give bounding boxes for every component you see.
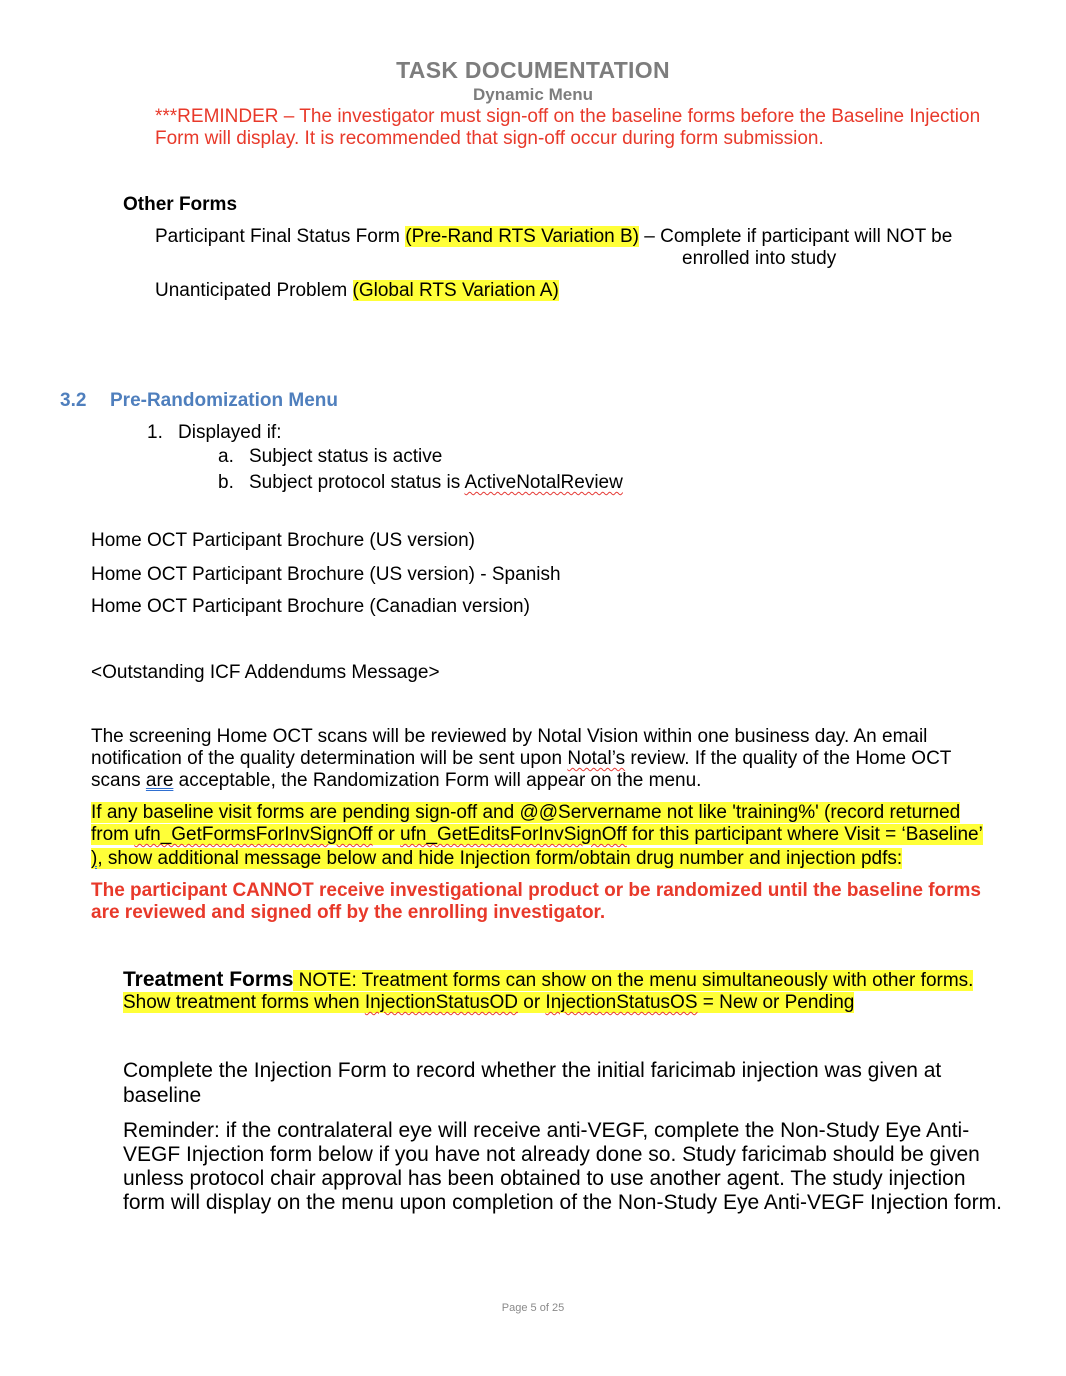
- brochure-us[interactable]: Home OCT Participant Brochure (US version): [91, 530, 475, 551]
- injection-line-1: Complete the Injection Form to record whether the initial faricimab injection was given at: [123, 1059, 942, 1082]
- treatment-note: Show treatment forms when: [123, 992, 365, 1013]
- are-word: are: [145, 770, 174, 791]
- reminder-paragraph-line-4: form will display on the menu upon completion of the Non-Study Eye Anti-VEGF Injection form.: [123, 1191, 1002, 1214]
- pending-line-3: [91, 848, 902, 870]
- page-subtitle: Dynamic Menu: [473, 85, 593, 104]
- closing-paren: ): [91, 848, 98, 869]
- scan-paragraph-line-2: [91, 748, 951, 770]
- injection-status-os: InjectionStatusOS: [545, 992, 698, 1013]
- warning-line-1: The participant CANNOT receive investigational product or be randomized until the baseline forms: [91, 880, 981, 901]
- scan-paragraph-line-3: [91, 770, 701, 792]
- warning-line-2: are reviewed and signed off by the enrolling investigator.: [91, 902, 606, 923]
- treatment-forms-line-2: [123, 992, 854, 1014]
- pending-text: If any baseline visit forms are pending sign-off and @@Servername not like 'training%' (record returned: [91, 802, 961, 823]
- treatment-note: or: [517, 992, 546, 1013]
- list-item-1: Displayed if:: [178, 422, 282, 443]
- reminder-paragraph-line-1: Reminder: if the contralateral eye will receive anti-VEGF, complete the Non-Study Eye Anti-: [123, 1119, 970, 1142]
- section-number: 3.2: [60, 390, 87, 411]
- brochure-us-spanish[interactable]: Home OCT Participant Brochure (US version) - Spanish: [91, 564, 561, 585]
- notal-word: Notal’s: [567, 748, 626, 769]
- final-status-form-label: Participant Final Status Form: [155, 226, 406, 247]
- scan-text: notification of the quality determination will be sent upon: [91, 748, 568, 769]
- reminder-paragraph-line-3: unless protocol chair approval has been obtained to use another agent. The study injection: [123, 1167, 966, 1190]
- list-item-b: [249, 472, 623, 494]
- list-item-a-letter: a.: [218, 446, 234, 467]
- final-status-line-2: enrolled into study: [682, 248, 837, 269]
- function-forms-signoff: ufn_GetFormsForInvSignOff: [134, 824, 373, 845]
- reminder-paragraph-line-2: VEGF Injection form below if you have not already done so. Study faricimab should be given: [123, 1143, 980, 1166]
- protocol-status-value: ActiveNotalReview: [464, 472, 623, 493]
- list-item-b-prefix: Subject protocol status is: [249, 472, 465, 493]
- final-status-form-line: [155, 226, 952, 248]
- icf-addendums-message: <Outstanding ICF Addendums Message>: [91, 662, 440, 683]
- list-item-b-letter: b.: [218, 472, 234, 493]
- function-edits-signoff: ufn_GetEditsForInvSignOff: [400, 824, 627, 845]
- pending-line-1: [91, 802, 960, 824]
- treatment-note: = New or Pending: [697, 992, 855, 1013]
- page-number: Page 5 of 25: [501, 1302, 565, 1314]
- unanticipated-problem-label: Unanticipated Problem: [155, 280, 353, 301]
- scan-paragraph-line-1: The screening Home OCT scans will be reviewed by Notal Vision within one business day. An email: [91, 726, 928, 747]
- injection-line-2: baseline: [123, 1084, 202, 1107]
- scan-text: scans: [91, 770, 146, 791]
- scan-text: acceptable, the Randomization Form will appear on the menu.: [173, 770, 702, 791]
- unanticipated-variation: (Global RTS Variation A): [352, 280, 559, 301]
- final-status-suffix: – Complete if participant will NOT be: [638, 226, 953, 247]
- treatment-forms-heading: Treatment Forms: [123, 968, 294, 991]
- unanticipated-problem-line: [155, 280, 559, 302]
- pending-text: for this participant where Visit = ‘Baseline’: [626, 824, 983, 845]
- pending-text: from: [91, 824, 135, 845]
- pending-text: or: [372, 824, 401, 845]
- treatment-forms-line-1: [123, 969, 973, 992]
- section-title: Pre-Randomization Menu: [110, 390, 339, 411]
- pending-text: , show additional message below and hide Injection form/obtain drug number and injection pdfs:: [97, 848, 903, 869]
- reminder-line-2: Form will display. It is recommended that sign-off occur during form submission.: [155, 128, 824, 149]
- other-forms-heading: Other Forms: [123, 194, 238, 215]
- treatment-note: NOTE: Treatment forms can show on the menu simultaneously with other forms.: [293, 970, 974, 991]
- injection-status-od: InjectionStatusOD: [364, 992, 518, 1013]
- reminder-line-1: ***REMINDER – The investigator must sign-off on the baseline forms before the Baseline Injection: [155, 106, 981, 127]
- final-status-variation: (Pre-Rand RTS Variation B): [405, 226, 639, 247]
- brochure-canadian[interactable]: Home OCT Participant Brochure (Canadian version): [91, 596, 530, 617]
- scan-text: review. If the quality of the Home OCT: [625, 748, 952, 769]
- page-title: TASK DOCUMENTATION: [396, 57, 670, 83]
- list-item-a: Subject status is active: [249, 446, 443, 467]
- pending-line-2: [91, 824, 989, 846]
- list-item-1-number: 1.: [147, 422, 163, 443]
